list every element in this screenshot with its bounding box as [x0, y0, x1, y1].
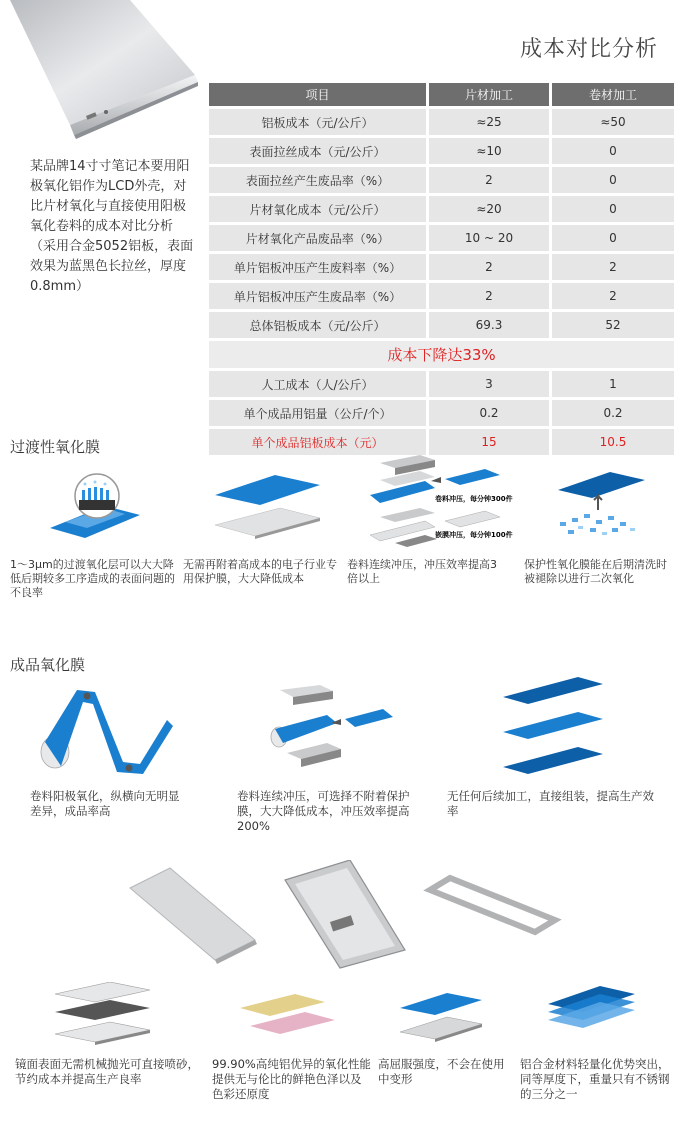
press-label-coil: 卷料冲压，每分钟300件: [435, 495, 513, 503]
coil-value: 1: [552, 371, 674, 397]
coil-stamping-illustration: [265, 685, 395, 770]
sheet-value: 15: [429, 429, 549, 455]
table-header-row: [209, 83, 674, 106]
section-title-finished-film: 成品氧化膜: [10, 656, 86, 674]
header-coil: 卷材加工: [552, 83, 674, 106]
coil-value: ≈50: [552, 109, 674, 135]
table-row: [209, 225, 674, 251]
row-label: 单片铝板冲压产生废料率（%）: [209, 254, 426, 280]
coil-anodizing-illustration: [35, 682, 175, 782]
product-shells-illustration: [125, 860, 565, 970]
coil-value: 0: [552, 225, 674, 251]
caption-no-protective-film: 无需再附着高成本的电子行业专用保护膜，大大降低成本: [183, 558, 337, 585]
coil-value: 2: [552, 254, 674, 280]
caption-direct-assembly: 无任何后续加工，直接组装，提高生产效率: [447, 789, 654, 818]
finished-panels-illustration: [498, 672, 608, 782]
row-label: 人工成本（人/公斤）: [209, 371, 426, 397]
caption-high-purity: 99.90%高纯铝优异的氧化性能提供无与伦比的鲜艳色泽以及色彩还原度: [212, 1057, 371, 1101]
press-label-sheet: 嵌膜冲压，每分钟100件: [435, 531, 513, 539]
laptop-illustration: [10, 0, 200, 140]
table-row: [209, 283, 674, 309]
coil-value: 0: [552, 138, 674, 164]
table-row: [209, 400, 674, 426]
coil-value: 0: [552, 196, 674, 222]
sheet-value: ≈25: [429, 109, 549, 135]
table-row: [209, 196, 674, 222]
sheet-value: 2: [429, 254, 549, 280]
strength-sheets-illustration: [392, 988, 492, 1048]
row-label: 单个成品铝板成本（元）: [209, 429, 426, 455]
sheet-value: ≈20: [429, 196, 549, 222]
sheet-value: 69.3: [429, 312, 549, 338]
caption-mirror-surface: 镜面表面无需机械抛光可直接喷砂，节约成本并提高生产良率: [15, 1057, 199, 1086]
caption-secondary-oxidation: 保护性氧化膜能在后期清洗时被褪除以进行二次氧化: [524, 558, 667, 585]
color-sheets-illustration: [235, 990, 340, 1045]
header-sheet: 片材加工: [429, 83, 549, 106]
sheet-value: ≈10: [429, 138, 549, 164]
caption-transition-layer: 1～3μm的过渡氧化层可以大大降低后期较多工序造成的表面问题的不良率: [10, 558, 175, 599]
highlight-row: [209, 341, 674, 368]
cost-comparison-table: [206, 80, 677, 458]
film-removal-illustration: [550, 470, 650, 545]
sheet-value: 2: [429, 167, 549, 193]
row-label: 表面拉丝产生废品率（%）: [209, 167, 426, 193]
sheet-value: 0.2: [429, 400, 549, 426]
coil-value: 0.2: [552, 400, 674, 426]
row-label: 总体铝板成本（元/公斤）: [209, 312, 426, 338]
caption-coil-continuous-stamping: 卷料连续冲压，可选择不附着保护膜，大大降低成本，冲压效率提高200%: [237, 789, 410, 833]
press-comparison-illustration: [365, 455, 530, 555]
film-magnifier-illustration: [45, 470, 145, 540]
row-label: 单个成品用铝量（公斤/个）: [209, 400, 426, 426]
caption-high-yield-strength: 高屈服强度，不会在使用中变形: [378, 1057, 505, 1086]
section-title-transition-film: 过渡性氧化膜: [10, 438, 101, 456]
plates-illustration: [210, 470, 330, 540]
lightweight-sheets-illustration: [540, 982, 645, 1042]
table-row: [209, 138, 674, 164]
header-item: 项目: [209, 83, 426, 106]
table-row: [209, 312, 674, 338]
row-label: 铝板成本（元/公斤）: [209, 109, 426, 135]
coil-value: 0: [552, 167, 674, 193]
sheet-value: 3: [429, 371, 549, 397]
caption-lightweight: 铝合金材料轻量化优势突出，同等厚度下，重量只有不锈钢的三分之一: [520, 1057, 670, 1101]
caption-coil-stamping: 卷料连续冲压，冲压效率提高3倍以上: [347, 558, 497, 585]
sheet-value: 10 ~ 20: [429, 225, 549, 251]
coil-value: 10.5: [552, 429, 674, 455]
row-label: 单片铝板冲压产生废品率（%）: [209, 283, 426, 309]
caption-coil-anodizing: 卷料阳极氧化，纵横向无明显差异，成品率高: [30, 789, 180, 818]
table-row: [209, 254, 674, 280]
table-row: [209, 371, 674, 397]
coil-value: 2: [552, 283, 674, 309]
table-row-final-cost: [209, 429, 674, 455]
row-label: 表面拉丝成本（元/公斤）: [209, 138, 426, 164]
table-row: [209, 167, 674, 193]
row-label: 片材氧化成本（元/公斤）: [209, 196, 426, 222]
page-title: 成本对比分析: [520, 37, 659, 62]
coil-value: 52: [552, 312, 674, 338]
mirror-sheets-illustration: [50, 982, 160, 1052]
sheet-value: 2: [429, 283, 549, 309]
table-row: [209, 109, 674, 135]
row-label: 片材氧化产品废品率（%）: [209, 225, 426, 251]
intro-text: 某品牌14寸寸笔记本要用阳极氧化铝作为LCD外壳，对比片材氧化与直接使用阳极氧化卷料的成本对比分析（采用合金5052铝板，表面效果为蓝黑色长拉丝，厚度0.8mm）: [30, 159, 194, 294]
cost-reduction-highlight: 成本下降达33%: [209, 341, 674, 368]
